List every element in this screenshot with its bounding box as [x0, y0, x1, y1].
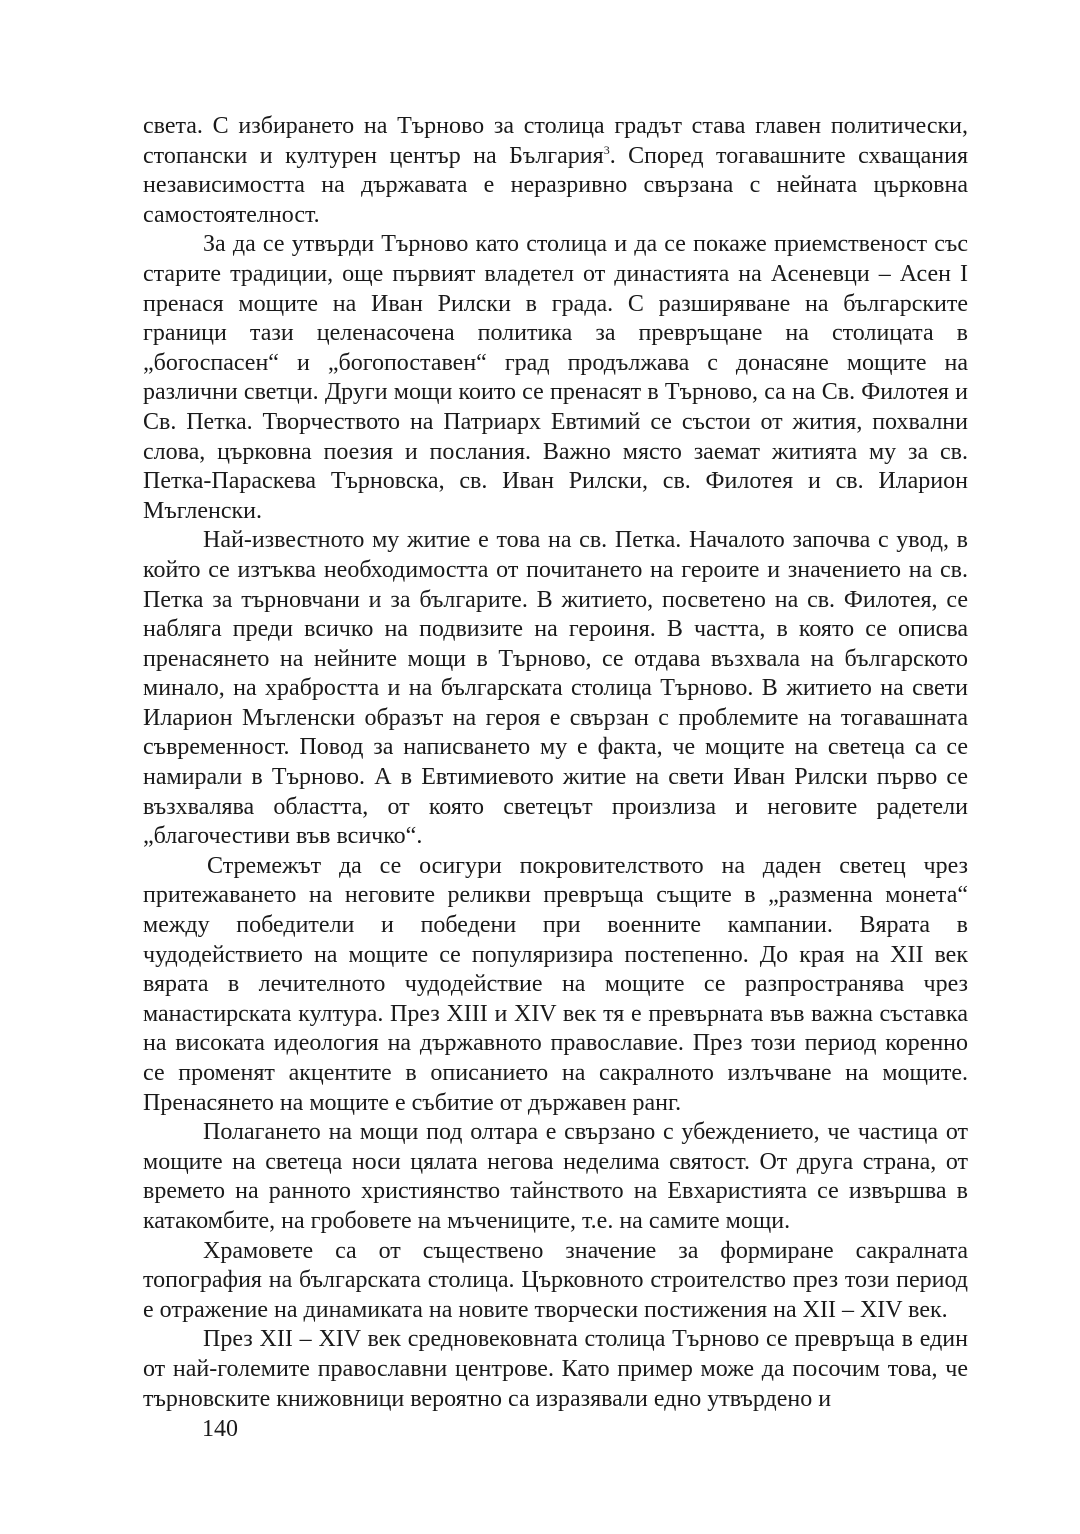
- footnote-marker[interactable]: 3: [603, 142, 610, 157]
- page-number: 140: [202, 1416, 238, 1442]
- paragraph-5: Полагането на мощи под олтара е свързано с убеждението, че частица от мощите на светеца носи цялата негова неделима святост. От друга страна, от времето на ранното християнство тайнството на Евхаристията се извършва в катакомбите, на гробовете на мъчениците, т.е. на самите мощи.: [143, 1119, 968, 1234]
- paragraph-1-text: света. С избирането на Търново за столица градът става главен политически, стопански и културен център на България: [143, 113, 968, 169]
- paragraph-2: За да се утвърди Търново като столица и да се покаже приемственост със старите традиции, още първият владетел от династията на Асеневци – Асен I пренася мощите на Иван Рилски в града. С разширяване на българските граници тази целенасочена политика за превръщане на столицата в „богоспасен“ и „богопоставен“ град продължава с донасяне мощите на различни светци. Други мощи които се пренасят в Търново, са на Св. Филотея и Св. Петка. Творчеството на Патриарх Евтимий се състои от жития, похвални слова, църковна поезия и послания. Важно място заемат житията му за св. Петка-Параскева Търновска, св. Иван Рилски, св. Филотея и св. Иларион Мъгленски.: [143, 231, 968, 524]
- paragraph-1-text-continued: . Според тогавашните схващания независимостта на държавата е неразривно свързана с нейната църковна самостоятелност.: [143, 142, 969, 228]
- paragraph-7: През XII – XIV век средновековната столица Търново се превръща в един от най-големите православни центрове. Като пример може да посочим това, че търновските книжовници вероятно са изразявали едно утвърдено и: [143, 1326, 968, 1412]
- paragraph-3: Най-известното му житие е това на св. Петка. Началото започва с увод, в който се изтъква необходимостта от почитането на героите и значението на св. Петка за търновчани и за българите. В житието, посветено на св. Филотея, се набляга преди всичко на подвизите на героиня. В частта, в която се описва пренасянето на нейните мощи в Търново, се отдава възхвала на българското минало, на храбростта и на българската столица Търново. В житието на свети Иларион Мъгленски образът на героя е свързан с проблемите на тогавашната съвременност. Повод за написването му е факта, че мощите на светеца са се намирали в Търново. А в Евтимиевото житие на свети Иван Рилски първо се възхвалява областта, от която светецът произлиза и неговите радетели „благочестиви във всичко“.: [143, 527, 968, 850]
- page-body: [143, 112, 968, 1414]
- paragraph-4: Стремежът да се осигури покровителството на даден светец чрез притежаването на неговите реликви превръща същите в „разменна монета“ между победители и победени при военните кампании. Вярата в чудодействието на мощите се популяризира постепенно. До края на XII век вярата в лечителното чудодействие на мощите се разпространява чрез манастирската култура. През XIII и XIV век тя е превърната във важна съставка на високата идеология на държавното православие. През този период коренно се променят акцентите в описанието на сакралното излъчване на мощите. Пренасянето на мощите е събитие от държавен ранг.: [143, 852, 968, 1116]
- paragraph-1: [143, 112, 968, 230]
- paragraph-6: Храмовете са от съществено значение за формиране сакралната топография на българската столица. Църковното строителство през този период е отражение на динамиката на новите творчески постижения на XII – XIV век.: [143, 1237, 968, 1323]
